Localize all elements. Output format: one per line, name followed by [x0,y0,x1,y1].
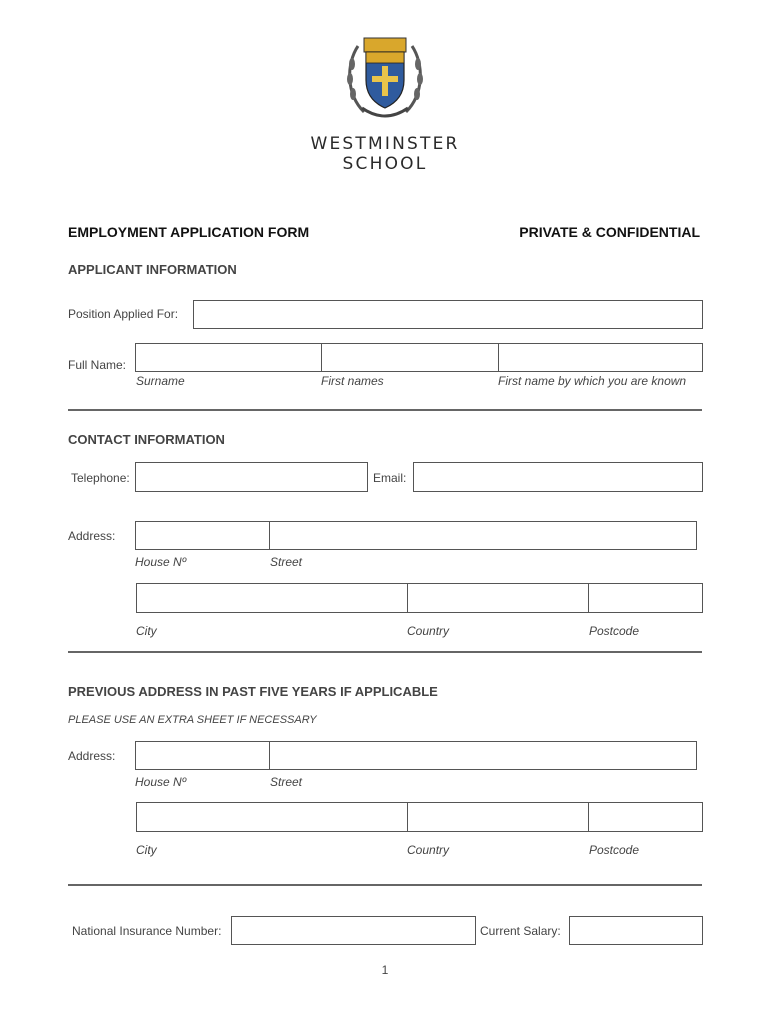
street-input[interactable] [269,521,697,550]
street-caption: Street [270,555,303,569]
surname-caption: Surname [136,374,185,388]
prev-city-input[interactable] [136,802,409,832]
prev-street-input[interactable] [269,741,697,770]
known-as-input[interactable] [498,343,703,372]
email-label: Email: [373,471,407,485]
ni-number-input[interactable] [231,916,476,945]
prev-house-caption: House Nº [135,775,187,789]
current-salary-input[interactable] [569,916,703,945]
first-names-caption: First names [321,374,384,388]
section-divider [68,884,702,886]
previous-address-label: Address: [68,749,116,763]
section-divider [68,409,702,411]
prev-country-input[interactable] [407,802,589,832]
prev-street-caption: Street [270,775,303,789]
prev-house-number-input[interactable] [135,741,270,770]
school-crest-icon [344,34,426,122]
email-input[interactable] [413,462,703,492]
surname-input[interactable] [135,343,322,372]
country-caption: Country [407,624,450,638]
telephone-label: Telephone: [71,471,130,485]
school-name-line1: WESTMINSTER [310,134,460,154]
country-input[interactable] [407,583,589,613]
prev-postcode-caption: Postcode [589,843,640,857]
telephone-input[interactable] [135,462,368,492]
address-label: Address: [68,529,116,543]
section-divider [68,651,702,653]
prev-city-caption: City [136,843,157,857]
fullname-label: Full Name: [68,358,127,372]
house-number-input[interactable] [135,521,270,550]
confidential-label: PRIVATE & CONFIDENTIAL [519,224,700,240]
ni-number-label: National Insurance Number: [72,924,222,938]
first-names-input[interactable] [321,343,499,372]
prev-country-caption: Country [407,843,450,857]
school-name-line2: SCHOOL [342,154,428,174]
known-as-caption: First name by which you are known [498,374,687,388]
position-label: Position Applied For: [68,307,179,321]
page-number: 1 [381,963,389,977]
extra-sheet-note: PLEASE USE AN EXTRA SHEET IF NECESSARY [68,714,317,726]
form-title: EMPLOYMENT APPLICATION FORM [68,224,310,240]
position-input[interactable] [193,300,703,329]
postcode-input[interactable] [588,583,703,613]
contact-heading: CONTACT INFORMATION [68,432,225,447]
house-caption: House Nº [135,555,187,569]
current-salary-label: Current Salary: [480,924,561,938]
previous-address-heading: PREVIOUS ADDRESS IN PAST FIVE YEARS IF APPLICABLE [68,684,438,699]
city-input[interactable] [136,583,409,613]
applicant-heading: APPLICANT INFORMATION [68,262,237,277]
postcode-caption: Postcode [589,624,640,638]
city-caption: City [136,624,157,638]
prev-postcode-input[interactable] [588,802,703,832]
